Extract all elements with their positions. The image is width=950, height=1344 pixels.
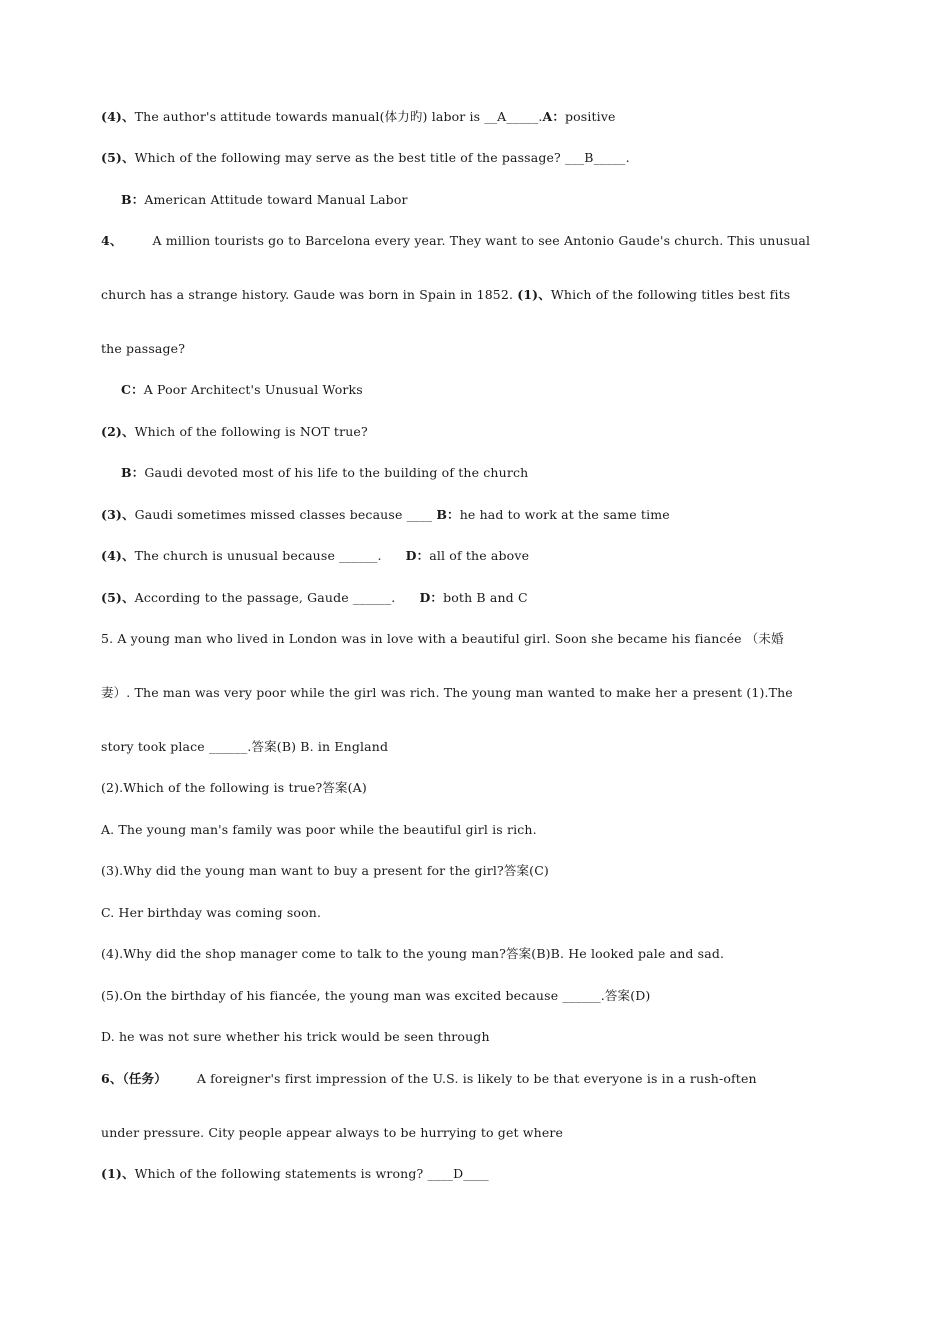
question-text: the passage? — [101, 341, 186, 356]
answer-text: Gaudi devoted most of his life to the building of the church — [144, 465, 529, 480]
passage-line — [101, 233, 881, 249]
question-number: (4)、 — [101, 548, 135, 563]
answer-line — [121, 465, 901, 481]
question-text: (3).Why did the young man want to buy a present for the girl?答案(C) — [101, 863, 549, 878]
answer-text: he had to work at the same time — [459, 507, 670, 522]
question-line — [101, 548, 881, 564]
question-text: Which of the following titles best fits — [550, 287, 791, 302]
question-line — [101, 424, 881, 440]
question-line — [101, 109, 881, 125]
answer-text: American Attitude toward Manual Labor — [144, 192, 408, 207]
question-number: (1)、 — [517, 287, 551, 302]
answer-line — [101, 1029, 881, 1045]
passage-line — [101, 287, 881, 303]
passage-text: under pressure. City people appear always to be hurrying to get where — [101, 1125, 564, 1140]
question-text: Which of the following is NOT true? — [134, 424, 368, 439]
answer-line — [101, 905, 881, 921]
passage-number: 6、（任务） — [101, 1071, 167, 1086]
answer-label: D： — [405, 548, 430, 563]
question-number: (2)、 — [101, 424, 135, 439]
answer-text: A Poor Architect's Unusual Works — [143, 382, 363, 397]
answer-text: positive — [564, 109, 616, 124]
question-line — [101, 150, 881, 166]
passage-line — [101, 685, 881, 701]
question-text: According to the passage, Gaude ______. — [134, 590, 396, 605]
answer-line — [101, 822, 881, 838]
question-number: (3)、 — [101, 507, 135, 522]
passage-number: 4、 — [101, 233, 123, 248]
question-text: Which of the following may serve as the best title of the passage? ___B_____. — [134, 150, 630, 165]
answer-text: A. The young man's family was poor while the beautiful girl is rich. — [101, 822, 537, 837]
passage-text: 5. A young man who lived in London was in love with a beautiful girl. Soon she became his fiancée （未婚 — [101, 631, 784, 646]
answer-label: A： — [542, 109, 565, 124]
question-text: (4).Why did the shop manager come to talk to the young man?答案(B)B. He looked pale and sad. — [101, 946, 725, 961]
answer-label: C： — [121, 382, 144, 397]
question-text: The author's attitude towards manual(体力旳) labor is __A_____. — [134, 109, 543, 124]
question-line — [101, 780, 881, 796]
passage-line — [101, 1071, 881, 1087]
question-line — [101, 1166, 881, 1182]
question-number: (1)、 — [101, 1166, 135, 1181]
question-line — [101, 946, 881, 962]
answer-text: all of the above — [429, 548, 530, 563]
passage-text: A foreigner's first impression of the U.S. is likely to be that everyone is in a rush-often — [196, 1071, 757, 1086]
passage-text: story took place ______.答案(B) B. in England — [101, 739, 389, 754]
answer-label: B： — [121, 192, 145, 207]
answer-text: D. he was not sure whether his trick would be seen through — [101, 1029, 490, 1044]
question-text: (5).On the birthday of his fiancée, the young man was excited because ______.答案(D) — [101, 988, 651, 1003]
question-line — [101, 863, 881, 879]
answer-text: both B and C — [443, 590, 528, 605]
answer-line — [121, 192, 901, 208]
passage-line — [101, 341, 881, 357]
question-line — [101, 988, 881, 1004]
question-text: Which of the following statements is wrong? ____D____ — [134, 1166, 489, 1181]
answer-text: C. Her birthday was coming soon. — [101, 905, 322, 920]
question-text: (2).Which of the following is true?答案(A) — [101, 780, 367, 795]
answer-label: B： — [436, 507, 460, 522]
passage-text: 妻）. The man was very poor while the girl was rich. The young man wanted to make her a present (1).The — [101, 685, 793, 700]
question-number: (4)、 — [101, 109, 135, 124]
question-number: (5)、 — [101, 590, 135, 605]
question-line — [101, 590, 881, 606]
answer-line — [121, 382, 901, 398]
question-number: (5)、 — [101, 150, 135, 165]
passage-line — [101, 631, 881, 647]
answer-label: D： — [419, 590, 444, 605]
question-text: Gaudi sometimes missed classes because ____ — [134, 507, 433, 522]
question-line — [101, 507, 881, 523]
passage-line — [101, 739, 881, 755]
passage-text: A million tourists go to Barcelona every year. They want to see Antonio Gaude's church. This unusual — [152, 233, 811, 248]
question-text: The church is unusual because ______. — [134, 548, 382, 563]
answer-label: B： — [121, 465, 145, 480]
passage-line — [101, 1125, 881, 1141]
passage-text: church has a strange history. Gaude was born in Spain in 1852. — [101, 287, 514, 302]
